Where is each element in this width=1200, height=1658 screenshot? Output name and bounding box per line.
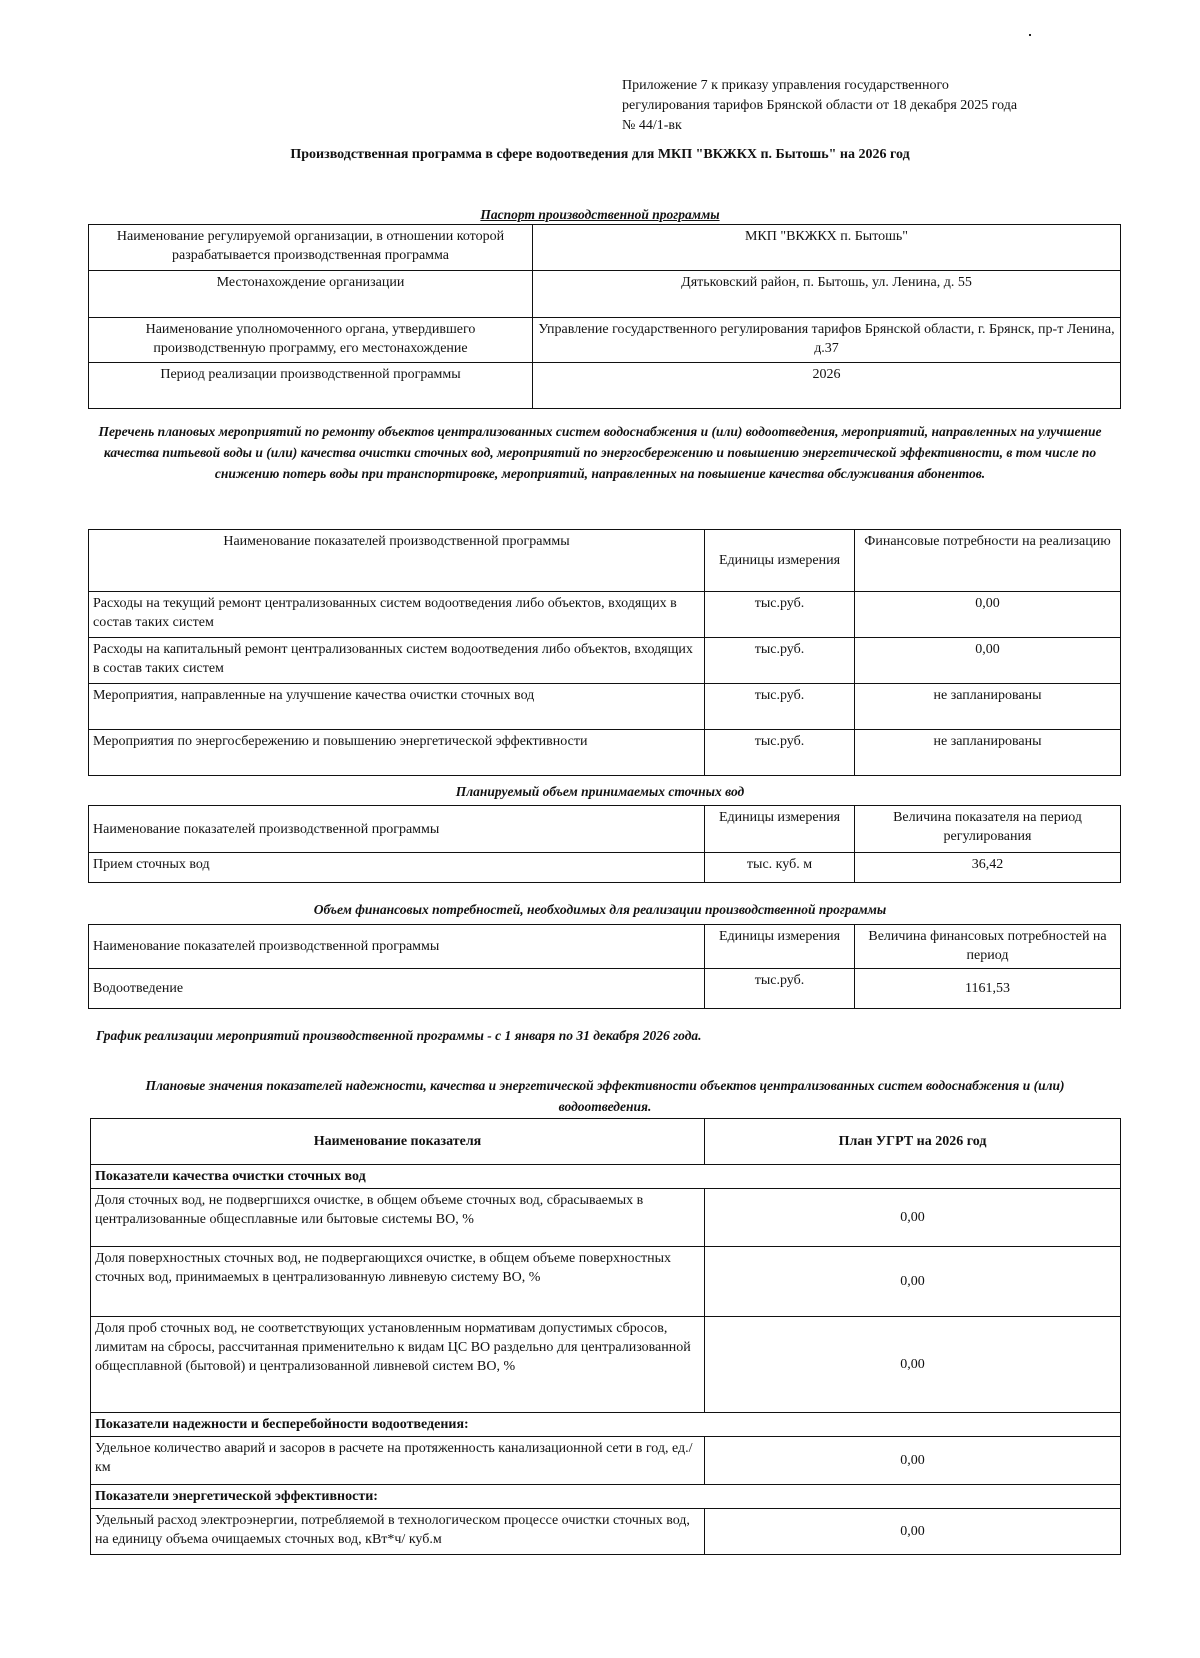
indicator-value: 0,00 xyxy=(705,1247,1121,1317)
measures-header-name: Наименование показателей производственной программы xyxy=(89,530,705,592)
finance-caption: Объем финансовых потребностей, необходимых для реализации производственной программы xyxy=(313,902,887,917)
indicator-name: Удельное количество аварий и засоров в расчете на протяженность канализационной сети в год, ед./км xyxy=(91,1437,705,1485)
measures-caption: Перечень плановых мероприятий по ремонту объектов централизованных систем водоснабжения и (или) водоотведения, мероприятий, направленных на улучшение качества питьевой воды и (или) качества очистки сточных вод, мероприятий по энергосбережению и повышению энергетической эффективности, в том числе по снижению потерь воды при транспортировке, мероприятий, направленных на повышение качества обслуживания абонентов. xyxy=(98,424,1102,481)
measure-name: Мероприятия по энергосбережению и повышению энергетической эффективности xyxy=(89,730,705,776)
measure-value: не запланированы xyxy=(855,684,1121,730)
indicator-name: Доля сточных вод, не подвергшихся очистке, в общем объеме сточных вод, сбрасываемых в централизованные общесплавные или бытовые системы ВО, % xyxy=(91,1189,705,1247)
measure-unit: тыс.руб. xyxy=(705,592,855,638)
passport-value: Дятьковский район, п. Бытошь, ул. Ленина, д. 55 xyxy=(533,271,1121,318)
order-annex-note xyxy=(622,76,1122,136)
volume-name: Прием сточных вод xyxy=(89,853,705,883)
measure-value: 0,00 xyxy=(855,638,1121,684)
table-row xyxy=(89,730,1121,776)
section-quality-title: Показатели качества очистки сточных вод xyxy=(91,1165,1121,1189)
indicator-name: Удельный расход электроэнергии, потребляемой в технологическом процессе очистки сточных вод, на единицу объема очищаемых сточных вод, кВт*ч/ куб.м xyxy=(91,1509,705,1555)
finance-unit: тыс.руб. xyxy=(705,969,855,1009)
indicator-name: Доля поверхностных сточных вод, не подвергающихся очистке, в общем объеме поверхностных сточных вод, принимаемых в централизованную ливневую систему ВО, % xyxy=(91,1247,705,1317)
passport-row xyxy=(89,271,1121,318)
annex-line-1: Приложение 7 к приказу управления государственного xyxy=(622,78,949,93)
passport-row xyxy=(89,225,1121,271)
indicator-value: 0,00 xyxy=(705,1509,1121,1555)
passport-label: Период реализации производственной программы xyxy=(89,363,533,409)
section-energy-title: Показатели энергетической эффективности: xyxy=(91,1485,1121,1509)
indicators-header-row xyxy=(91,1119,1121,1165)
table-row xyxy=(91,1317,1121,1413)
section-row xyxy=(91,1165,1121,1189)
measures-table xyxy=(88,529,1121,776)
passport-label: Местонахождение организации xyxy=(89,271,533,318)
section-row xyxy=(91,1413,1121,1437)
table-row xyxy=(91,1189,1121,1247)
measures-header-finance: Финансовые потребности на реализацию xyxy=(855,530,1121,592)
finance-header-row xyxy=(89,925,1121,969)
volume-value: 36,42 xyxy=(855,853,1121,883)
passport-value: Управление государственного регулирования тарифов Брянской области, г. Брянск, пр-т Ленина, д.37 xyxy=(533,318,1121,363)
measure-value: не запланированы xyxy=(855,730,1121,776)
finance-value: 1161,53 xyxy=(855,969,1121,1009)
measure-name: Расходы на текущий ремонт централизованных систем водоотведения либо объектов, входящих в состав таких систем xyxy=(89,592,705,638)
table-row xyxy=(91,1247,1121,1317)
measure-unit: тыс.руб. xyxy=(705,638,855,684)
volume-table xyxy=(88,805,1121,883)
passport-value: МКП "ВКЖКХ п. Бытошь" xyxy=(533,225,1121,271)
schedule-note: График реализации мероприятий производственной программы - с 1 января по 31 декабря 2026 года. xyxy=(96,1028,702,1043)
indicator-value: 0,00 xyxy=(705,1317,1121,1413)
table-row xyxy=(91,1509,1121,1555)
volume-header-value: Величина показателя на период регулирования xyxy=(855,806,1121,853)
passport-label: Наименование уполномоченного органа, утвердившего производственную программу, его местонахождение xyxy=(89,318,533,363)
volume-header-name: Наименование показателей производственной программы xyxy=(89,806,705,853)
table-row xyxy=(89,592,1121,638)
table-row xyxy=(89,969,1121,1009)
volume-header-unit: Единицы измерения xyxy=(705,806,855,853)
measure-unit: тыс.руб. xyxy=(705,730,855,776)
measure-name: Мероприятия, направленные на улучшение качества очистки сточных вод xyxy=(89,684,705,730)
passport-label: Наименование регулируемой организации, в отношении которой разрабатывается производственная программа xyxy=(89,225,533,271)
measures-header-row xyxy=(89,530,1121,592)
volume-unit: тыс. куб. м xyxy=(705,853,855,883)
indicators-header-name: Наименование показателя xyxy=(91,1119,705,1165)
finance-header-unit: Единицы измерения xyxy=(705,925,855,969)
passport-row xyxy=(89,318,1121,363)
measure-unit: тыс.руб. xyxy=(705,684,855,730)
indicator-value: 0,00 xyxy=(705,1189,1121,1247)
scan-speck xyxy=(1029,34,1031,36)
finance-name: Водоотведение xyxy=(89,969,705,1009)
indicators-caption: Плановые значения показателей надежности, качества и энергетической эффективности объектов централизованных систем водоснабжения и (или) водоотведения. xyxy=(145,1078,1065,1114)
passport-row xyxy=(89,363,1121,409)
volume-caption: Планируемый объем принимаемых сточных вод xyxy=(455,784,745,799)
annex-line-2: регулирования тарифов Брянской области от 18 декабря 2025 года xyxy=(622,98,1018,113)
table-row xyxy=(91,1437,1121,1485)
measure-value: 0,00 xyxy=(855,592,1121,638)
indicators-header-plan: План УГРТ на 2026 год xyxy=(705,1119,1121,1165)
table-row xyxy=(89,853,1121,883)
indicators-table xyxy=(90,1118,1121,1555)
passport-caption: Паспорт производственной программы xyxy=(480,207,720,222)
table-row xyxy=(89,638,1121,684)
passport-table xyxy=(88,224,1121,409)
table-row xyxy=(89,684,1121,730)
finance-header-value: Величина финансовых потребностей на период xyxy=(855,925,1121,969)
finance-table xyxy=(88,924,1121,1009)
measures-header-unit: Единицы измерения xyxy=(705,530,855,592)
section-row xyxy=(91,1485,1121,1509)
finance-header-name: Наименование показателей производственной программы xyxy=(89,925,705,969)
section-reliability-title: Показатели надежности и бесперебойности водоотведения: xyxy=(91,1413,1121,1437)
volume-header-row xyxy=(89,806,1121,853)
document-title: Производственная программа в сфере водоотведения для МКП "ВКЖКХ п. Бытошь" на 2026 год xyxy=(290,147,910,162)
measure-name: Расходы на капитальный ремонт централизованных систем водоотведения либо объектов, входящих в состав таких систем xyxy=(89,638,705,684)
passport-value: 2026 xyxy=(533,363,1121,409)
indicator-value: 0,00 xyxy=(705,1437,1121,1485)
indicator-name: Доля проб сточных вод, не соответствующих установленным нормативам допустимых сбросов, лимитам на сбросы, рассчитанная применительно к видам ЦС ВО раздельно для централизованной общесплавной (бытовой) и централизованной ливневой систем ВО, % xyxy=(91,1317,705,1413)
annex-line-3: № 44/1-вк xyxy=(622,118,682,133)
